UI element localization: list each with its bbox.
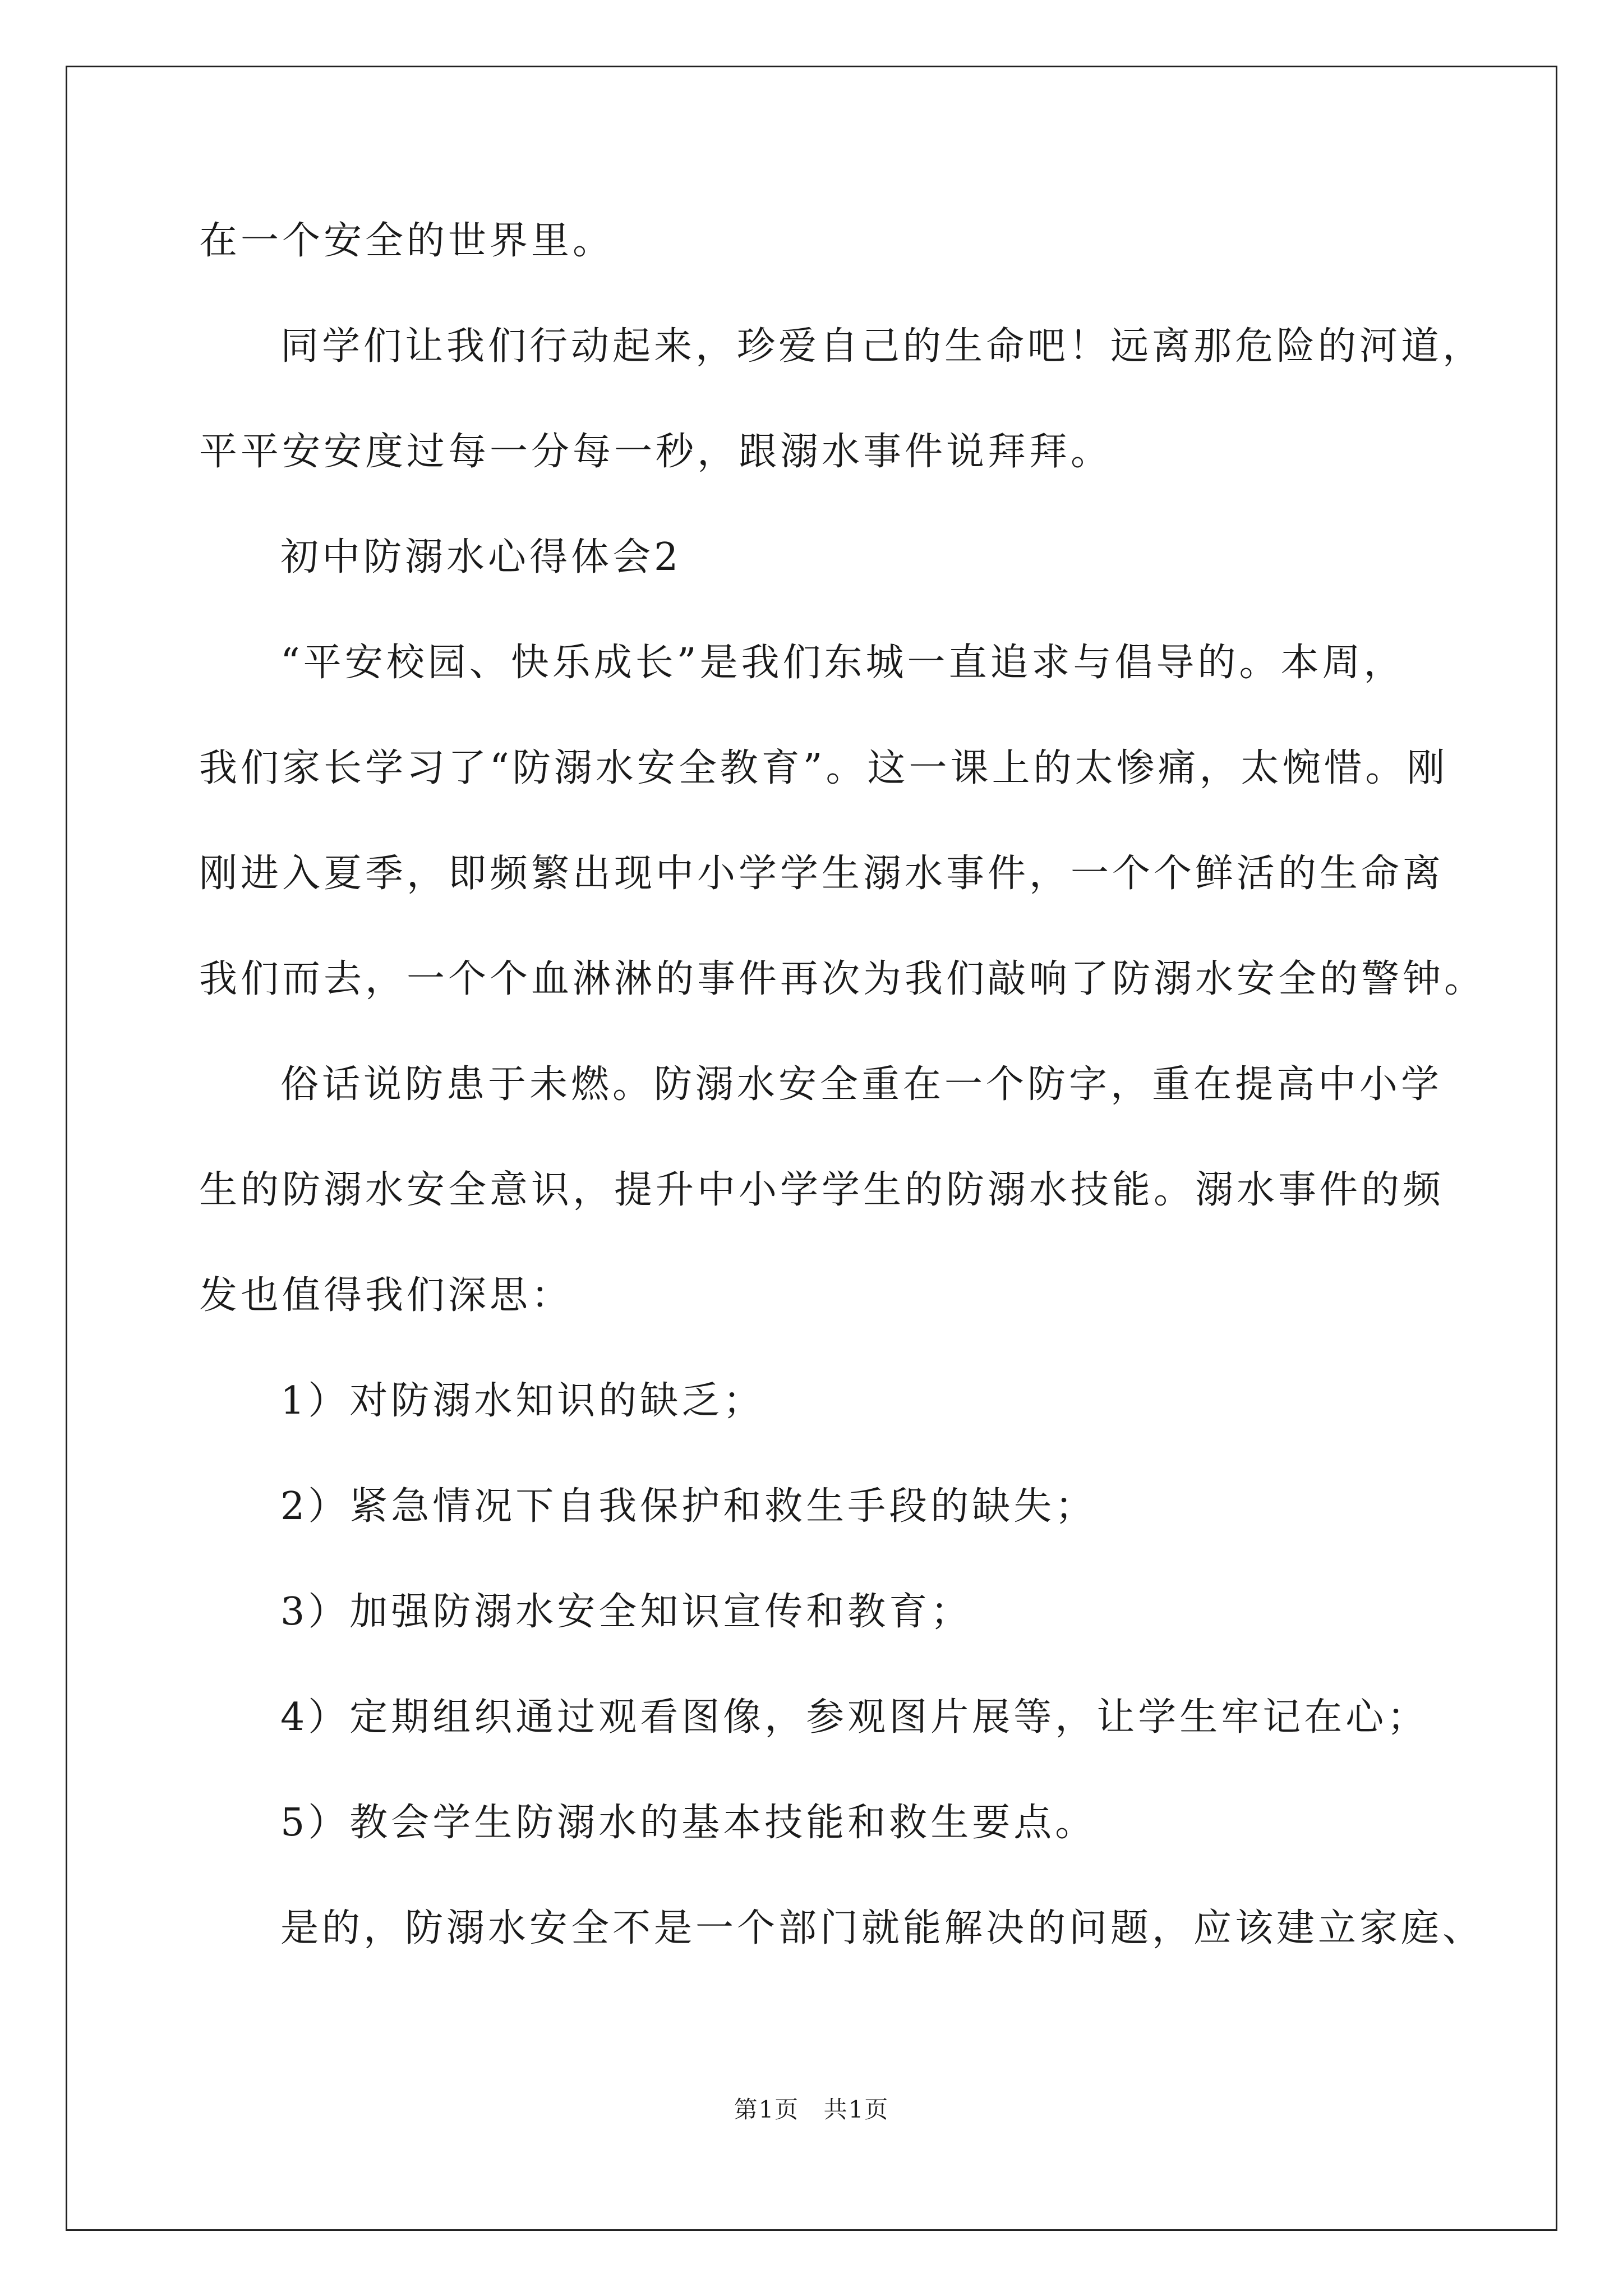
text-line: 生的防溺水安全意识，提升中小学学生的防溺水技能。溺水事件的频 xyxy=(199,1168,1445,1212)
text-line: 我们家长学习了“防溺水安全教育”。这一课上的太惨痛，太惋惜。刚 xyxy=(199,746,1449,790)
text-line: “平安校园、快乐成长”是我们东城一直追求与倡导的。本周， xyxy=(280,641,1405,685)
list-item: 2）紧急情况下自我保护和救生手段的缺失； xyxy=(280,1484,1097,1529)
text-line: 发也值得我们深思： xyxy=(199,1273,573,1318)
text-line: 平平安安度过每一分每一秒，跟溺水事件说拜拜。 xyxy=(199,430,1113,474)
text-line: 同学们让我们行动起来，珍爱自己的生命吧！远离那危险的河道， xyxy=(280,324,1484,369)
text-line: 我们而去，一个个血淋淋的事件再次为我们敲响了防溺水安全的警钟。 xyxy=(199,957,1486,1001)
page-total: 共1页 xyxy=(823,2096,889,2123)
list-item: 5）教会学生防溺水的基本技能和救生要点。 xyxy=(280,1801,1097,1845)
text-line: 俗话说防患于未燃。防溺水安全重在一个防字，重在提高中小学 xyxy=(280,1062,1443,1107)
text-line: 是的，防溺水安全不是一个部门就能解决的问题，应该建立家庭、 xyxy=(280,1906,1484,1950)
list-item: 4）定期组织通过观看图像，参观图片展等，让学生牢记在心； xyxy=(280,1695,1429,1740)
page-footer xyxy=(0,2091,1623,2125)
text-line: 刚进入夏季，即频繁出现中小学学生溺水事件，一个个鲜活的生命离 xyxy=(199,852,1445,896)
page-number: 第1页 xyxy=(734,2096,800,2123)
document-body xyxy=(199,208,1486,2000)
list-item: 3）加强防溺水安全知识宣传和教育； xyxy=(280,1590,972,1634)
text-line: 在一个安全的世界里。 xyxy=(199,219,615,263)
list-item: 1）对防溺水知识的缺乏； xyxy=(280,1379,765,1423)
section-heading: 初中防溺水心得体会2 xyxy=(280,535,682,579)
